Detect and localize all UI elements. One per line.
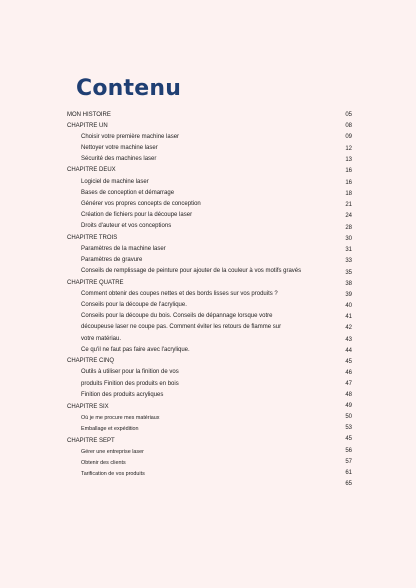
toc-page-number: 33 xyxy=(345,258,352,264)
toc-page-number: 12 xyxy=(345,146,352,152)
toc-entry: MON HISTOIRE xyxy=(67,112,111,118)
toc-page-number: 42 xyxy=(345,325,352,331)
toc-page-number: 45 xyxy=(345,359,352,365)
toc-entry: CHAPITRE SIX xyxy=(67,404,109,410)
toc-page-number: 30 xyxy=(345,236,352,242)
toc-entry: Sécurité des machines laser xyxy=(81,156,157,162)
toc-page-number: 44 xyxy=(345,348,352,354)
toc-entry: CHAPITRE CINQ xyxy=(67,358,115,364)
toc-page-number: 49 xyxy=(345,403,352,409)
toc-page-number: 53 xyxy=(345,425,352,431)
toc-entry: CHAPITRE QUATRE xyxy=(67,280,124,286)
toc-page-number: 48 xyxy=(345,392,352,398)
toc-page-number: 47 xyxy=(345,381,352,387)
toc-page-number: 41 xyxy=(345,314,352,320)
toc-page-number: 05 xyxy=(345,112,352,118)
toc-entry: CHAPITRE TROIS xyxy=(67,235,118,241)
toc-entry: Tarification de vos produits xyxy=(81,471,145,477)
toc-entry: Outils à utiliser pour la finition de vos xyxy=(81,369,179,375)
toc-page-number: 16 xyxy=(345,180,352,186)
toc-entry: Choisir votre première machine laser xyxy=(81,134,180,140)
toc-entry: Paramètres de la machine laser xyxy=(81,246,166,252)
toc-page-number: 45 xyxy=(345,436,352,442)
toc-page-number: 18 xyxy=(345,191,352,197)
toc-page-number: 21 xyxy=(345,202,352,208)
toc-page-number: 38 xyxy=(345,281,352,287)
toc-entry: Paramètres de gravure xyxy=(81,257,143,263)
toc-page-number: 28 xyxy=(345,225,352,231)
toc-page-number: 39 xyxy=(345,292,352,298)
toc-entry: Comment obtenir des coupes nettes et des bords lisses sur vos produits ? xyxy=(81,291,278,297)
toc-page-number: 08 xyxy=(345,123,352,129)
toc-entry: Ce qu'il ne faut pas faire avec l'acrylique. xyxy=(81,347,190,353)
toc-entry: Conseils pour la découpe de l'acrylique. xyxy=(81,302,187,308)
toc-page-number: 57 xyxy=(345,459,352,465)
toc-entry: Création de fichiers pour la découpe laser xyxy=(81,212,193,218)
toc-page-number: 16 xyxy=(345,168,352,174)
toc-entry: Finition des produits acryliques xyxy=(81,392,164,398)
toc-entry: Logiciel de machine laser xyxy=(81,179,149,185)
toc-page-number: 35 xyxy=(345,270,352,276)
toc-page-number: 09 xyxy=(345,134,352,140)
toc-page-number: 24 xyxy=(345,213,352,219)
toc-entry: Gérer une entreprise laser xyxy=(81,449,144,455)
toc-page-number: 65 xyxy=(345,481,352,487)
page-title: Contenu xyxy=(76,76,182,101)
toc-entry: Droits d'auteur et vos conceptions xyxy=(81,223,172,229)
toc-page-number: 43 xyxy=(345,337,352,343)
toc-page-number: 40 xyxy=(345,303,352,309)
toc-entry: Conseils pour la découpe du bois. Conseils de dépannage lorsque votre xyxy=(81,313,273,319)
toc-entry: Obtenir des clients xyxy=(81,460,126,466)
toc-entry: CHAPITRE SEPT xyxy=(67,438,115,444)
toc-page-number: 46 xyxy=(345,370,352,376)
toc-entry: Nettoyer votre machine laser xyxy=(81,145,158,151)
toc-page-number: 13 xyxy=(345,157,352,163)
toc-entry: Bases de conception et démarrage xyxy=(81,190,175,196)
toc-entry: découpeuse laser ne coupe pas. Comment éviter les retours de flamme sur xyxy=(81,324,282,330)
toc-entry: Générer vos propres concepts de conception xyxy=(81,201,201,207)
toc-page-number: 61 xyxy=(345,470,352,476)
toc-entry: CHAPITRE UN xyxy=(67,123,108,129)
toc-entry: Emballage et expédition xyxy=(81,426,139,432)
toc-page-number: 50 xyxy=(345,414,352,420)
toc-entry: produits Finition des produits en bois xyxy=(81,381,179,387)
toc-entry: Où je me procure mes matériaux xyxy=(81,415,160,421)
toc-entry: votre matériau. xyxy=(81,336,122,342)
toc-page-number: 56 xyxy=(345,448,352,454)
toc-page-number: 31 xyxy=(345,247,352,253)
toc-entry: CHAPITRE DEUX xyxy=(67,167,116,173)
toc-entry: Conseils de remplissage de peinture pour ajouter de la couleur à vos motifs gravés xyxy=(81,268,302,274)
